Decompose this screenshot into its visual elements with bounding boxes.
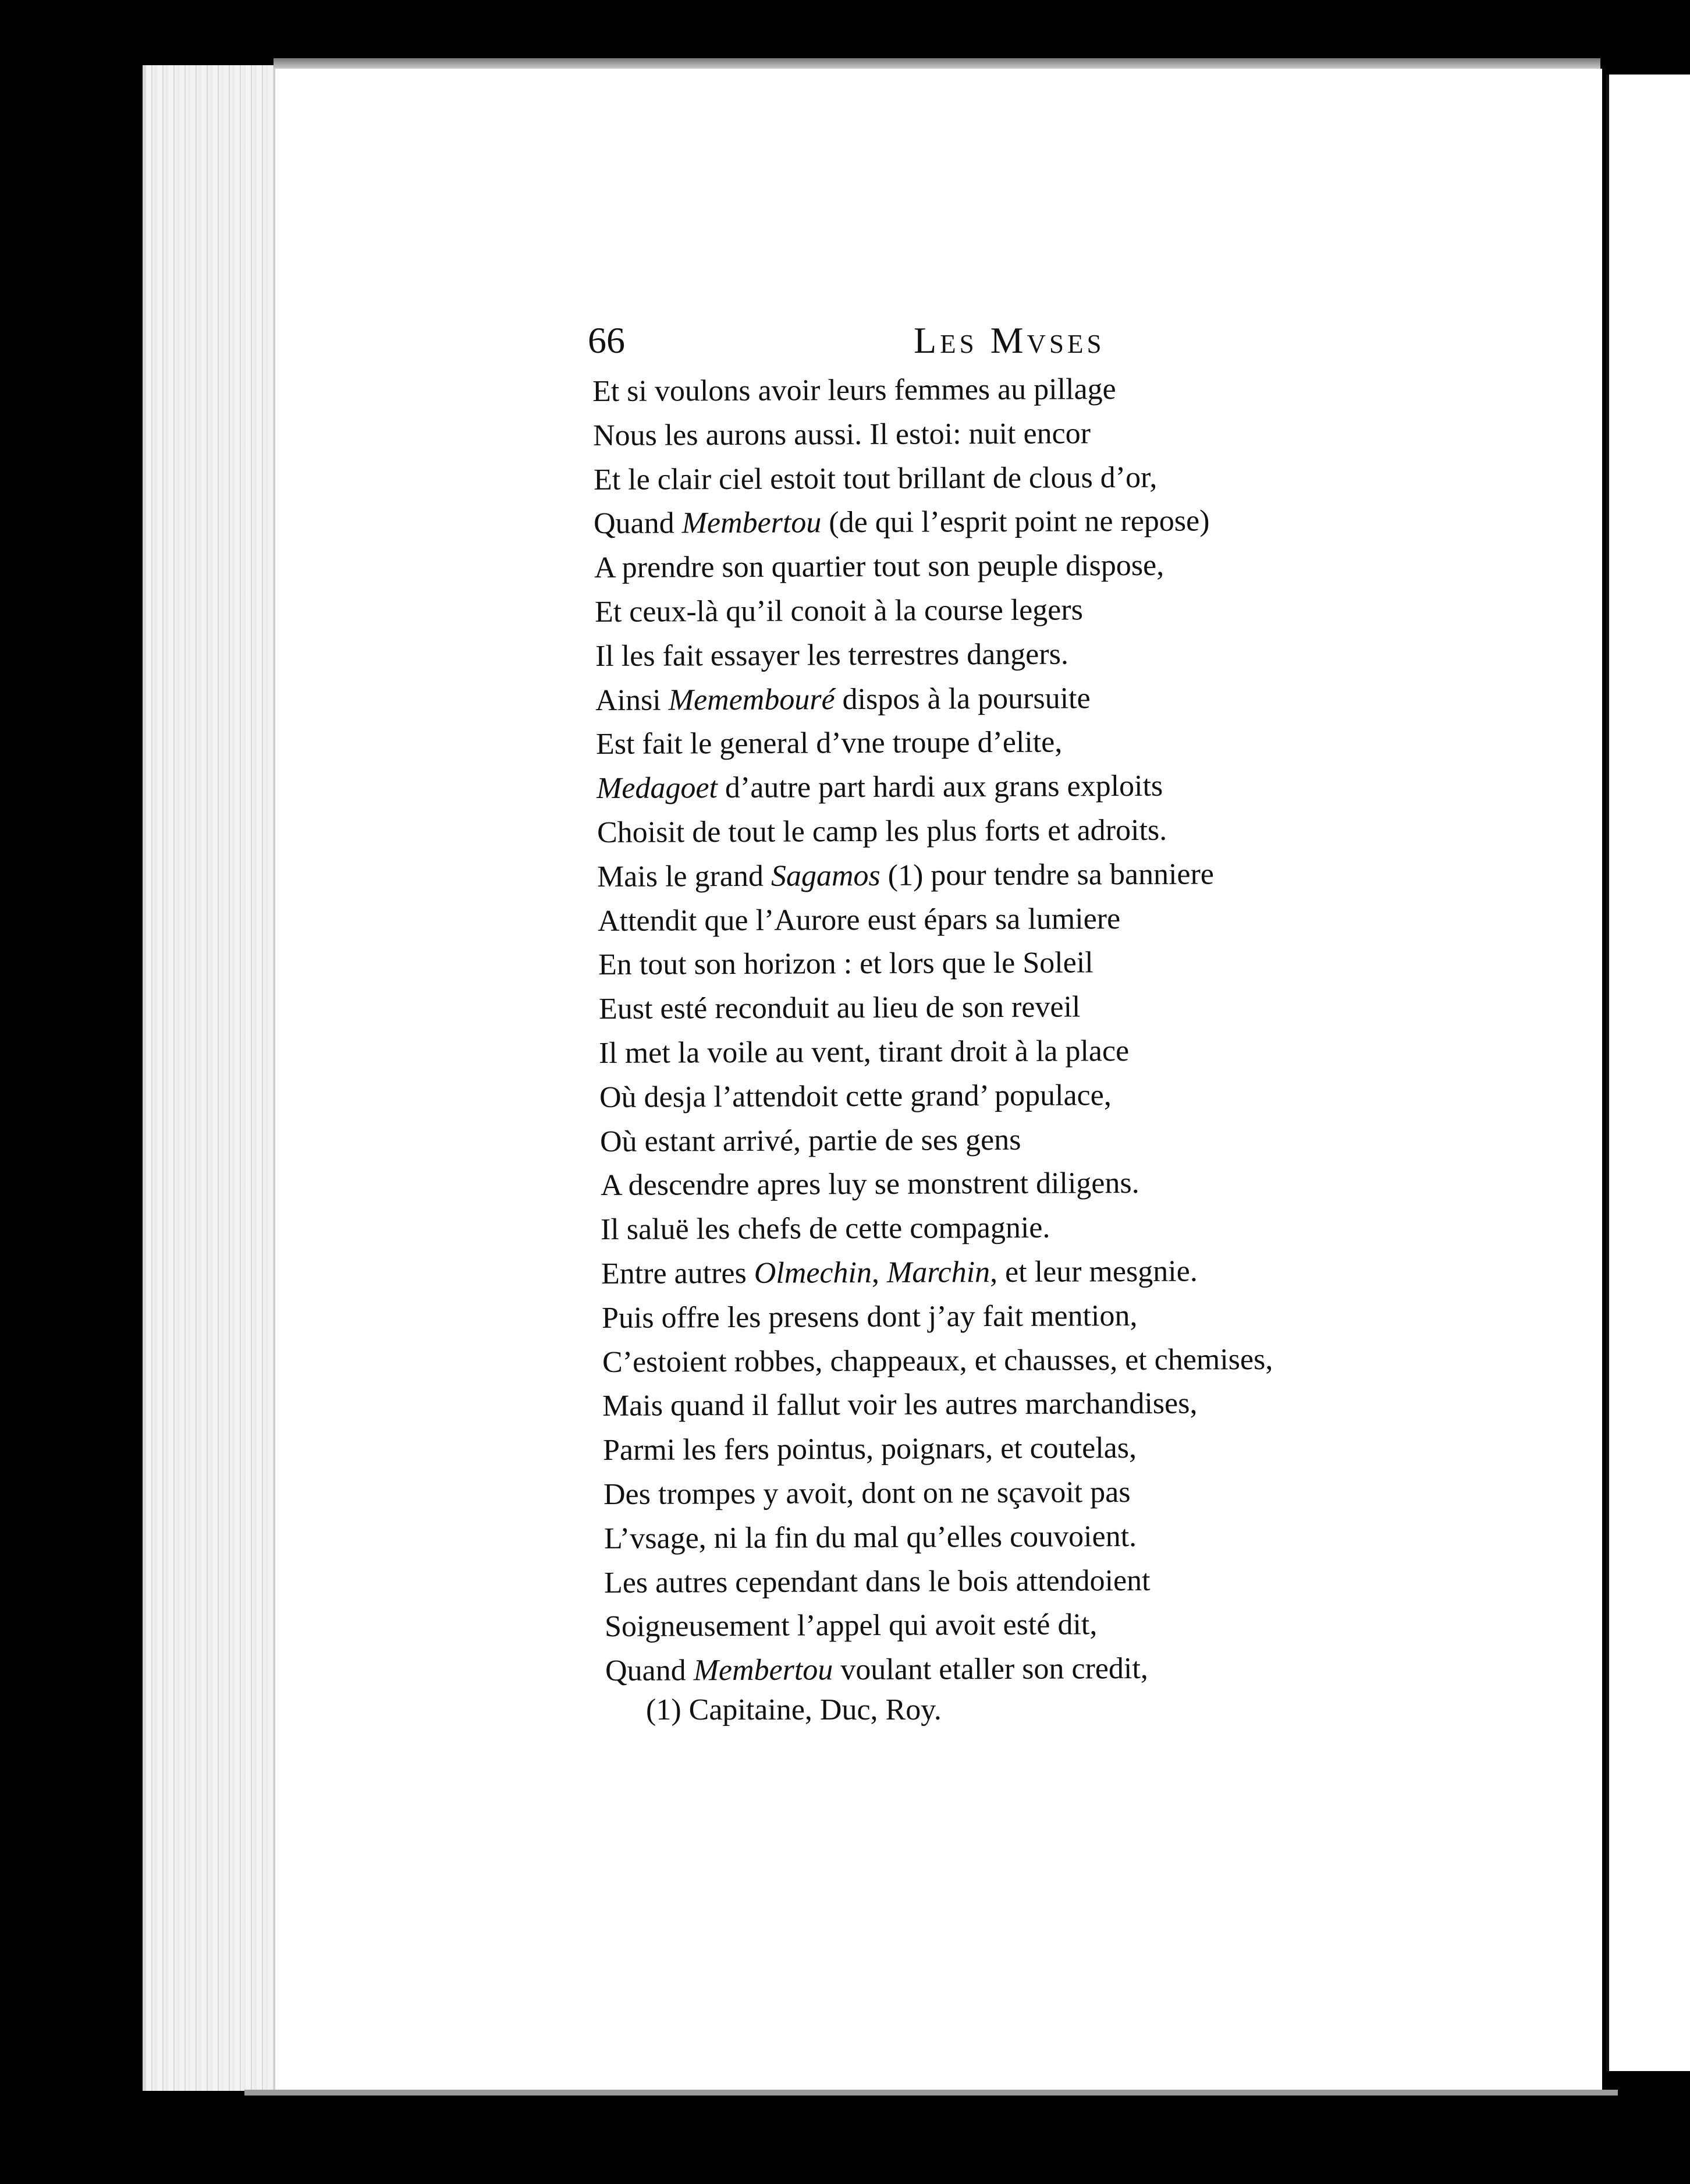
poem-text — [592, 370, 1419, 1693]
italic-name: Olmechin — [754, 1256, 872, 1290]
verse-line: Il les fait essayer les terrestres dangers. — [595, 637, 1068, 673]
verse-line: Quand Membertou voulant etaller son credit, — [605, 1652, 1148, 1688]
verse-line: Et le clair ciel estoit tout brillant de clous d’or, — [593, 460, 1157, 497]
verse-line: Parmi les fers pointus, poignars, et coutelas, — [602, 1431, 1137, 1467]
running-head — [588, 319, 1170, 366]
verse-line: Il met la voile au vent, tirant droit à la place — [599, 1034, 1130, 1070]
verse-line: L’vsage, ni la fin du mal qu’elles couvoient. — [603, 1519, 1137, 1555]
running-title: Les Mvses — [914, 320, 1105, 361]
verse-line: C’estoient robbes, chappeaux, et chausses, et chemises, — [602, 1342, 1273, 1379]
verse-line: Medagoet d’autre part hardi aux grans exploits — [596, 769, 1163, 806]
verse-line: Quand Membertou (de qui l’esprit point ne repose) — [594, 504, 1210, 541]
verse-line: Où desja l’attendoit cette grand’ populace, — [599, 1078, 1112, 1114]
verse-line: Est fait le general d’vne troupe d’elite, — [595, 725, 1063, 761]
verse-line: Ainsi Memembouré dispos à la poursuite — [595, 681, 1091, 717]
verse-line: Les autres cependant dans le bois attendoient — [604, 1563, 1151, 1600]
verse-line: Entre autres Olmechin, Marchin, et leur mesgnie. — [601, 1254, 1198, 1290]
italic-name: Sagamos — [771, 859, 881, 893]
verse-line: Soigneusement l’appel qui avoit esté dit, — [604, 1608, 1098, 1644]
verse-line: Choisit de tout le camp les plus forts et adroits. — [597, 813, 1167, 849]
italic-name: Memembouré — [668, 682, 835, 717]
italic-name: Membertou — [681, 506, 822, 540]
verse-line: Où estant arrivé, partie de ses gens — [599, 1123, 1021, 1158]
italic-name: Medagoet — [596, 771, 718, 806]
italic-name: Marchin — [886, 1256, 990, 1289]
verse-line: Nous les aurons aussi. Il estoi: nuit encor — [592, 417, 1091, 452]
page-stack-edges — [143, 65, 286, 2091]
verse-line: Eust esté reconduit au lieu de son reveil — [598, 990, 1081, 1026]
verse-line: Attendit que l’Aurore eust épars sa lumiere — [597, 902, 1121, 938]
verse-line: En tout son horizon : et lors que le Soleil — [598, 946, 1093, 982]
verse-line: Mais le grand Sagamos (1) pour tendre sa banniere — [597, 857, 1215, 894]
verse-line: Et ceux-là qu’il conoit à la course legers — [594, 593, 1083, 629]
verse-line: Des trompes y avoit, dont on ne sçavoit pas — [603, 1475, 1131, 1511]
verse-line: Il saluë les chefs de cette compagnie. — [601, 1211, 1050, 1247]
page-number: 66 — [588, 320, 625, 361]
verse-line: Et si voulons avoir leurs femmes au pillage — [592, 373, 1116, 408]
facing-page-edge — [1606, 75, 1690, 2071]
verse-line: A prendre son quartier tout son peuple dispose, — [594, 548, 1164, 585]
italic-name: Membertou — [693, 1653, 833, 1687]
verse-line: Puis offre les presens dont j’ay fait mention, — [601, 1299, 1138, 1335]
page-bottom-edge — [244, 2090, 1618, 2096]
footnote: (1) Capitaine, Duc, Roy. — [646, 1693, 942, 1726]
verse-line: A descendre apres luy se monstrent diligens. — [600, 1167, 1139, 1203]
verse-line: Mais quand il fallut voir les autres marchandises, — [602, 1387, 1198, 1423]
